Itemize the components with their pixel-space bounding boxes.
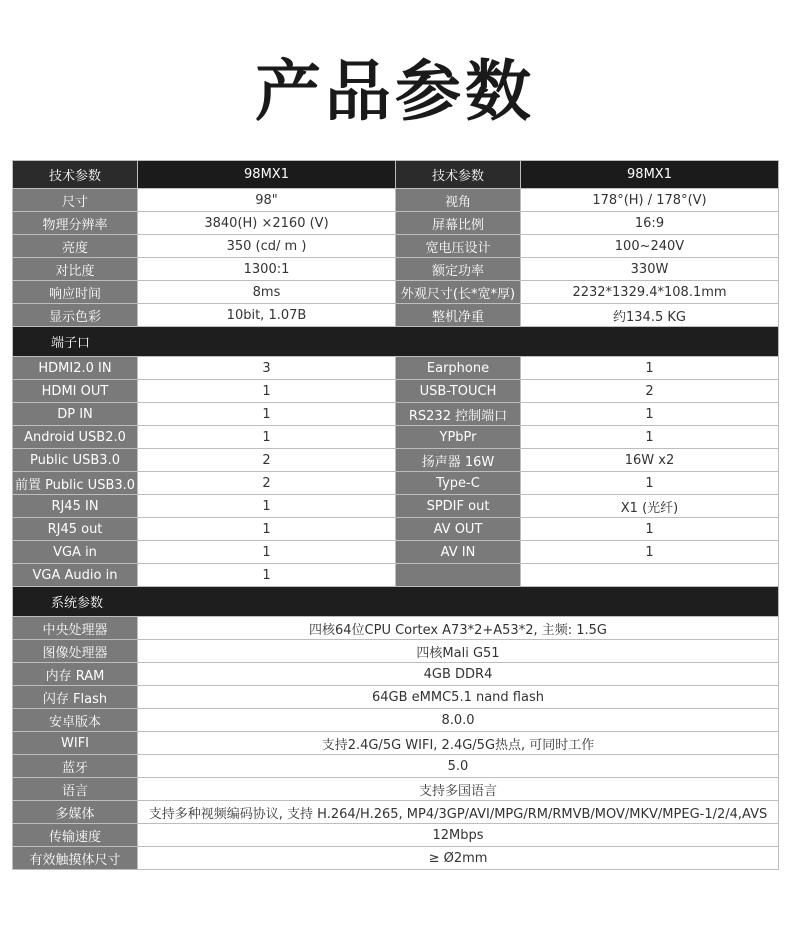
spec-value: 1 — [521, 403, 779, 426]
system-section-header — [13, 587, 779, 617]
spec-value: 1 — [521, 472, 779, 495]
system-row — [13, 663, 779, 686]
spec-value: 16:9 — [521, 212, 779, 235]
spec-label: YPbPr — [396, 426, 521, 449]
spec-label: Type-C — [396, 472, 521, 495]
system-label: 中央处理器 — [13, 617, 138, 640]
table-header-row — [13, 161, 779, 189]
system-label: 传输速度 — [13, 824, 138, 847]
spec-value: 2 — [521, 380, 779, 403]
spec-label: USB-TOUCH — [396, 380, 521, 403]
spec-label — [396, 564, 521, 587]
spec-label: Earphone — [396, 357, 521, 380]
spec-value: 3840(H) ×2160 (V) — [138, 212, 396, 235]
spec-value: 8ms — [138, 281, 396, 304]
spec-label: 视角 — [396, 189, 521, 212]
spec-label: VGA Audio in — [13, 564, 138, 587]
spec-label: HDMI OUT — [13, 380, 138, 403]
spec-label: 显示色彩 — [13, 304, 138, 327]
spec-label: RJ45 IN — [13, 495, 138, 518]
port-row — [13, 357, 779, 380]
spec-label: 屏幕比例 — [396, 212, 521, 235]
header-left-label: 技术参数 — [13, 161, 138, 189]
spec-value: 178°(H) / 178°(V) — [521, 189, 779, 212]
system-label: 图像处理器 — [13, 640, 138, 663]
spec-label: Public USB3.0 — [13, 449, 138, 472]
spec-value: 1 — [138, 380, 396, 403]
spec-table — [12, 160, 779, 870]
system-label: 闪存 Flash — [13, 686, 138, 709]
system-label: 语言 — [13, 778, 138, 801]
system-label: 内存 RAM — [13, 663, 138, 686]
spec-value: 1 — [138, 426, 396, 449]
port-row — [13, 495, 779, 518]
system-value: 支持2.4G/5G WIFI, 2.4G/5G热点, 可同时工作 — [138, 732, 779, 755]
system-label: WIFI — [13, 732, 138, 755]
system-value: 64GB eMMC5.1 nand flash — [138, 686, 779, 709]
spec-label: 整机净重 — [396, 304, 521, 327]
spec-row — [13, 235, 779, 258]
system-value: 四核Mali G51 — [138, 640, 779, 663]
port-row — [13, 541, 779, 564]
spec-row — [13, 281, 779, 304]
spec-value — [521, 564, 779, 587]
port-row — [13, 472, 779, 495]
spec-label: AV OUT — [396, 518, 521, 541]
spec-label: RS232 控制端口 — [396, 403, 521, 426]
spec-value: 约134.5 KG — [521, 304, 779, 327]
spec-label: HDMI2.0 IN — [13, 357, 138, 380]
spec-value: 1 — [138, 564, 396, 587]
spec-row — [13, 212, 779, 235]
spec-label: 响应时间 — [13, 281, 138, 304]
system-row — [13, 617, 779, 640]
system-row — [13, 686, 779, 709]
system-row — [13, 755, 779, 778]
spec-value: 1 — [138, 495, 396, 518]
spec-value: 2 — [138, 449, 396, 472]
spec-row — [13, 258, 779, 281]
spec-value: 330W — [521, 258, 779, 281]
spec-label: 尺寸 — [13, 189, 138, 212]
port-row — [13, 449, 779, 472]
spec-label: AV IN — [396, 541, 521, 564]
spec-table-body — [13, 161, 779, 870]
system-row — [13, 732, 779, 755]
spec-value: 16W x2 — [521, 449, 779, 472]
spec-label: Android USB2.0 — [13, 426, 138, 449]
spec-label: DP IN — [13, 403, 138, 426]
system-row — [13, 801, 779, 824]
spec-value: 1 — [521, 357, 779, 380]
system-section-header-title: 系统参数 — [13, 587, 779, 617]
system-label: 安卓版本 — [13, 709, 138, 732]
spec-value: 100~240V — [521, 235, 779, 258]
spec-value: 10bit, 1.07B — [138, 304, 396, 327]
system-value: 4GB DDR4 — [138, 663, 779, 686]
ports-section-header — [13, 327, 779, 357]
system-value: 8.0.0 — [138, 709, 779, 732]
system-label: 有效触摸体尺寸 — [13, 847, 138, 870]
spec-value: X1 (光纤) — [521, 495, 779, 518]
spec-label: 外观尺寸(长*宽*厚) — [396, 281, 521, 304]
system-value: 支持多种视频编码协议, 支持 H.264/H.265, MP4/3GP/AVI/MPG/RM/RMVB/MOV/MKV/MPEG-1/2/4,AVS — [138, 801, 779, 824]
spec-label: 扬声器 16W — [396, 449, 521, 472]
spec-value: 1 — [138, 541, 396, 564]
system-row — [13, 778, 779, 801]
spec-value: 98" — [138, 189, 396, 212]
header-right-label: 技术参数 — [396, 161, 521, 189]
spec-value: 2232*1329.4*108.1mm — [521, 281, 779, 304]
spec-label: 物理分辨率 — [13, 212, 138, 235]
spec-value: 1 — [138, 403, 396, 426]
system-row — [13, 847, 779, 870]
spec-row — [13, 189, 779, 212]
spec-value: 350 (cd/ m ) — [138, 235, 396, 258]
spec-value: 1300:1 — [138, 258, 396, 281]
spec-label: VGA in — [13, 541, 138, 564]
page-title: 产品参数 — [255, 53, 535, 130]
port-row — [13, 518, 779, 541]
spec-value: 1 — [138, 518, 396, 541]
spec-label: RJ45 out — [13, 518, 138, 541]
spec-value: 3 — [138, 357, 396, 380]
spec-row — [13, 304, 779, 327]
system-label: 多媒体 — [13, 801, 138, 824]
spec-value: 1 — [521, 426, 779, 449]
port-row — [13, 426, 779, 449]
ports-section-header-title: 端子口 — [13, 327, 779, 357]
system-row — [13, 824, 779, 847]
spec-value: 1 — [521, 518, 779, 541]
spec-label: SPDIF out — [396, 495, 521, 518]
system-row — [13, 709, 779, 732]
system-value: 支持多国语言 — [138, 778, 779, 801]
system-label: 蓝牙 — [13, 755, 138, 778]
spec-label: 宽电压设计 — [396, 235, 521, 258]
spec-label: 前置 Public USB3.0 — [13, 472, 138, 495]
system-value: ≥ Ø2mm — [138, 847, 779, 870]
header-left-model: 98MX1 — [138, 161, 396, 189]
spec-label: 对比度 — [13, 258, 138, 281]
system-row — [13, 640, 779, 663]
system-value: 12Mbps — [138, 824, 779, 847]
port-row — [13, 403, 779, 426]
spec-value: 1 — [521, 541, 779, 564]
system-value: 四核64位CPU Cortex A73*2+A53*2, 主频: 1.5G — [138, 617, 779, 640]
port-row — [13, 380, 779, 403]
header-right-model: 98MX1 — [521, 161, 779, 189]
system-value: 5.0 — [138, 755, 779, 778]
spec-label: 亮度 — [13, 235, 138, 258]
spec-label: 额定功率 — [396, 258, 521, 281]
spec-value: 2 — [138, 472, 396, 495]
port-row — [13, 564, 779, 587]
